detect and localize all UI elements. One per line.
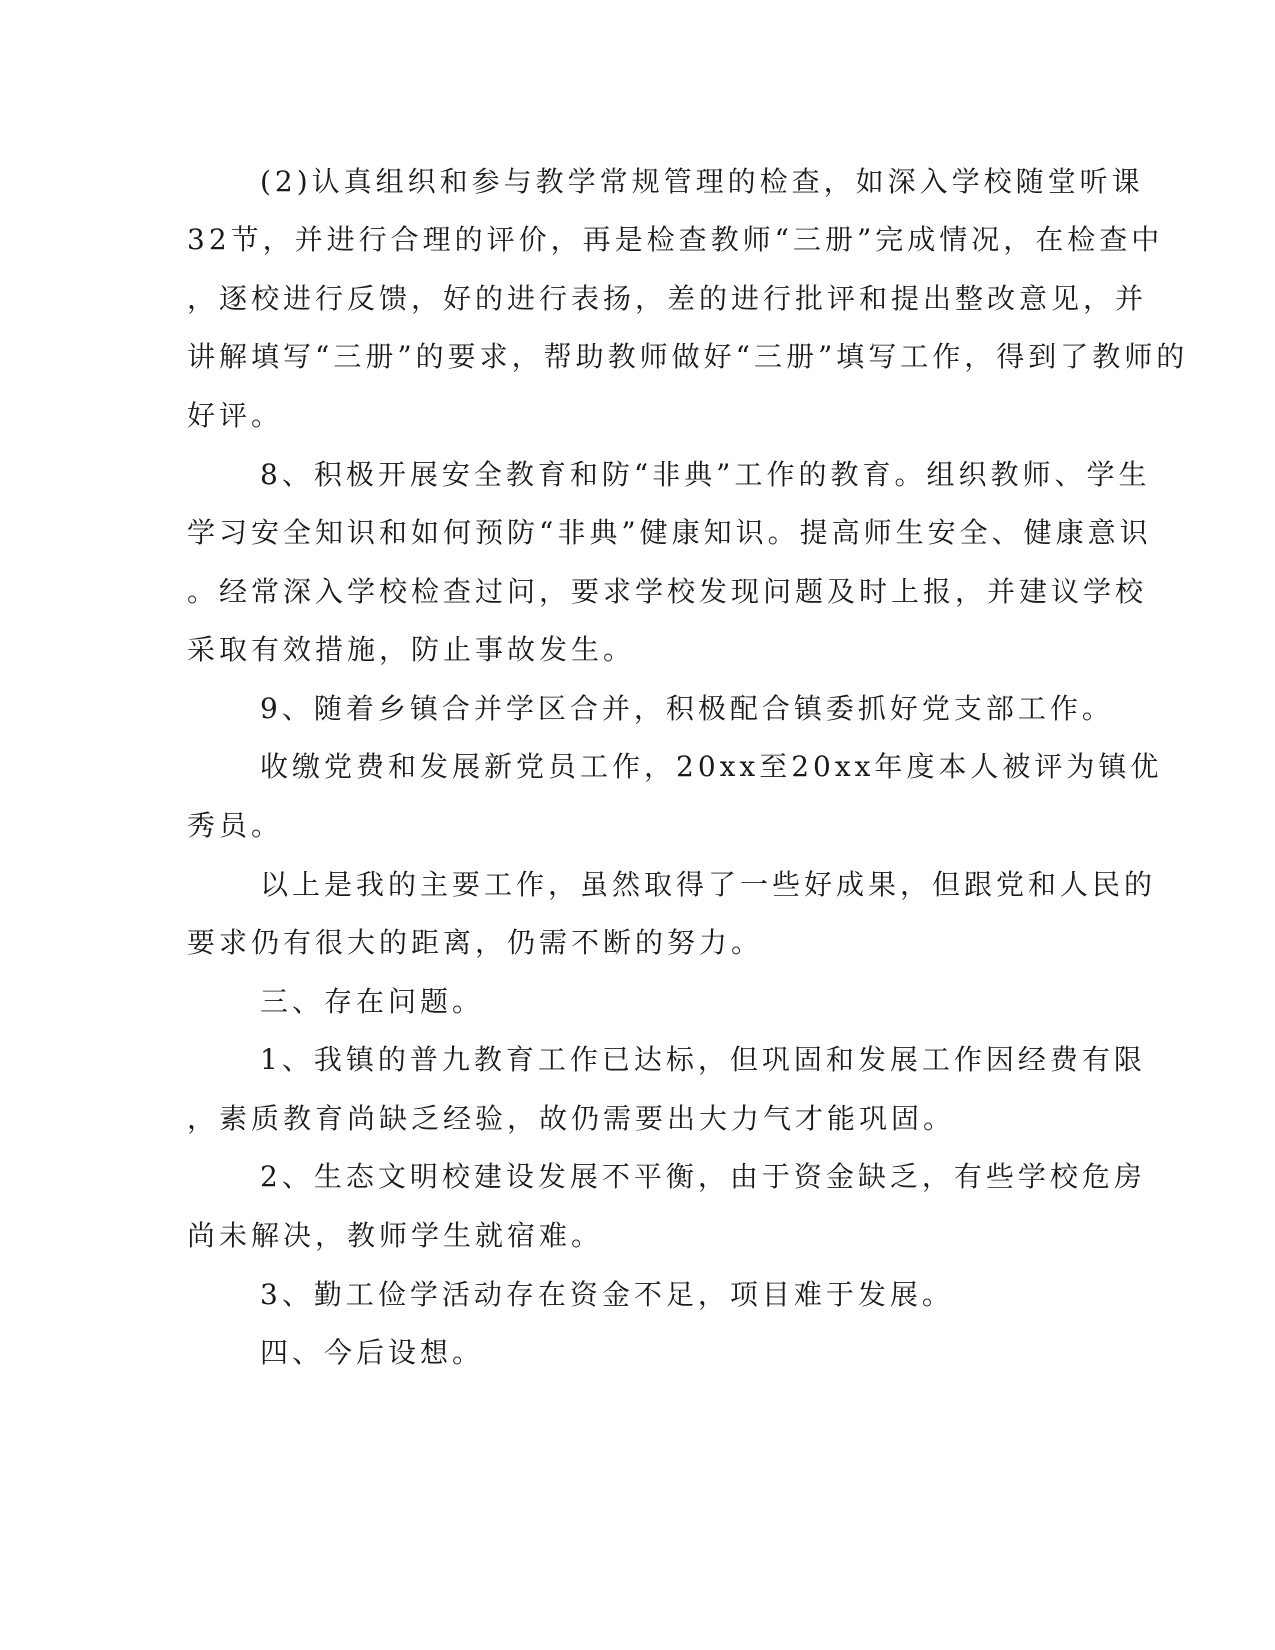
text-line: ，素质教育尚缺乏经验，故仍需要出大力气才能巩固。 xyxy=(187,1102,956,1135)
text-line: (2)认真组织和参与教学常规管理的检查，如深入学校随堂听课 xyxy=(260,165,1144,198)
text-line: 秀员。 xyxy=(187,809,284,842)
section-heading: 三、存在问题。 xyxy=(260,985,485,1018)
text-line: 收缴党费和发展新党员工作，20xx至20xx年度本人被评为镇优 xyxy=(260,750,1163,783)
text-line: 学习安全知识和如何预防“非典”健康知识。提高师生安全、健康意识 xyxy=(187,516,1152,549)
text-line: ，逐校进行反馈，好的进行表扬，差的进行批评和提出整改意见，并 xyxy=(187,282,1148,315)
text-line: 好评。 xyxy=(187,399,284,432)
text-line: 3、勤工俭学活动存在资金不足，项目难于发展。 xyxy=(260,1278,954,1311)
text-line: 1、我镇的普九教育工作已达标，但巩固和发展工作因经费有限 xyxy=(260,1043,1146,1076)
text-line: 2、生态文明校建设发展不平衡，由于资金缺乏，有些学校危房 xyxy=(260,1160,1146,1193)
text-line: 讲解填写“三册”的要求，帮助教师做好“三册”填写工作，得到了教师的 xyxy=(187,340,1189,373)
text-line: 32节，并进行合理的评价，再是检查教师“三册”完成情况，在检查中 xyxy=(187,223,1164,256)
text-line: 采取有效措施，防止事故发生。 xyxy=(187,633,636,666)
text-line: 以上是我的主要工作，虽然取得了一些好成果，但跟党和人民的 xyxy=(260,868,1157,901)
text-line: 。经常深入学校检查过问，要求学校发现问题及时上报，并建议学校 xyxy=(187,575,1148,608)
section-heading: 四、今后设想。 xyxy=(260,1336,485,1369)
text-line: 9、随着乡镇合并学区合并，积极配合镇委抓好党支部工作。 xyxy=(260,692,1114,725)
text-line: 尚未解决，教师学生就宿难。 xyxy=(187,1219,604,1252)
text-line: 要求仍有很大的距离，仍需不断的努力。 xyxy=(187,926,764,959)
text-line: 8、积极开展安全教育和防“非典”工作的教育。组织教师、学生 xyxy=(260,458,1151,491)
